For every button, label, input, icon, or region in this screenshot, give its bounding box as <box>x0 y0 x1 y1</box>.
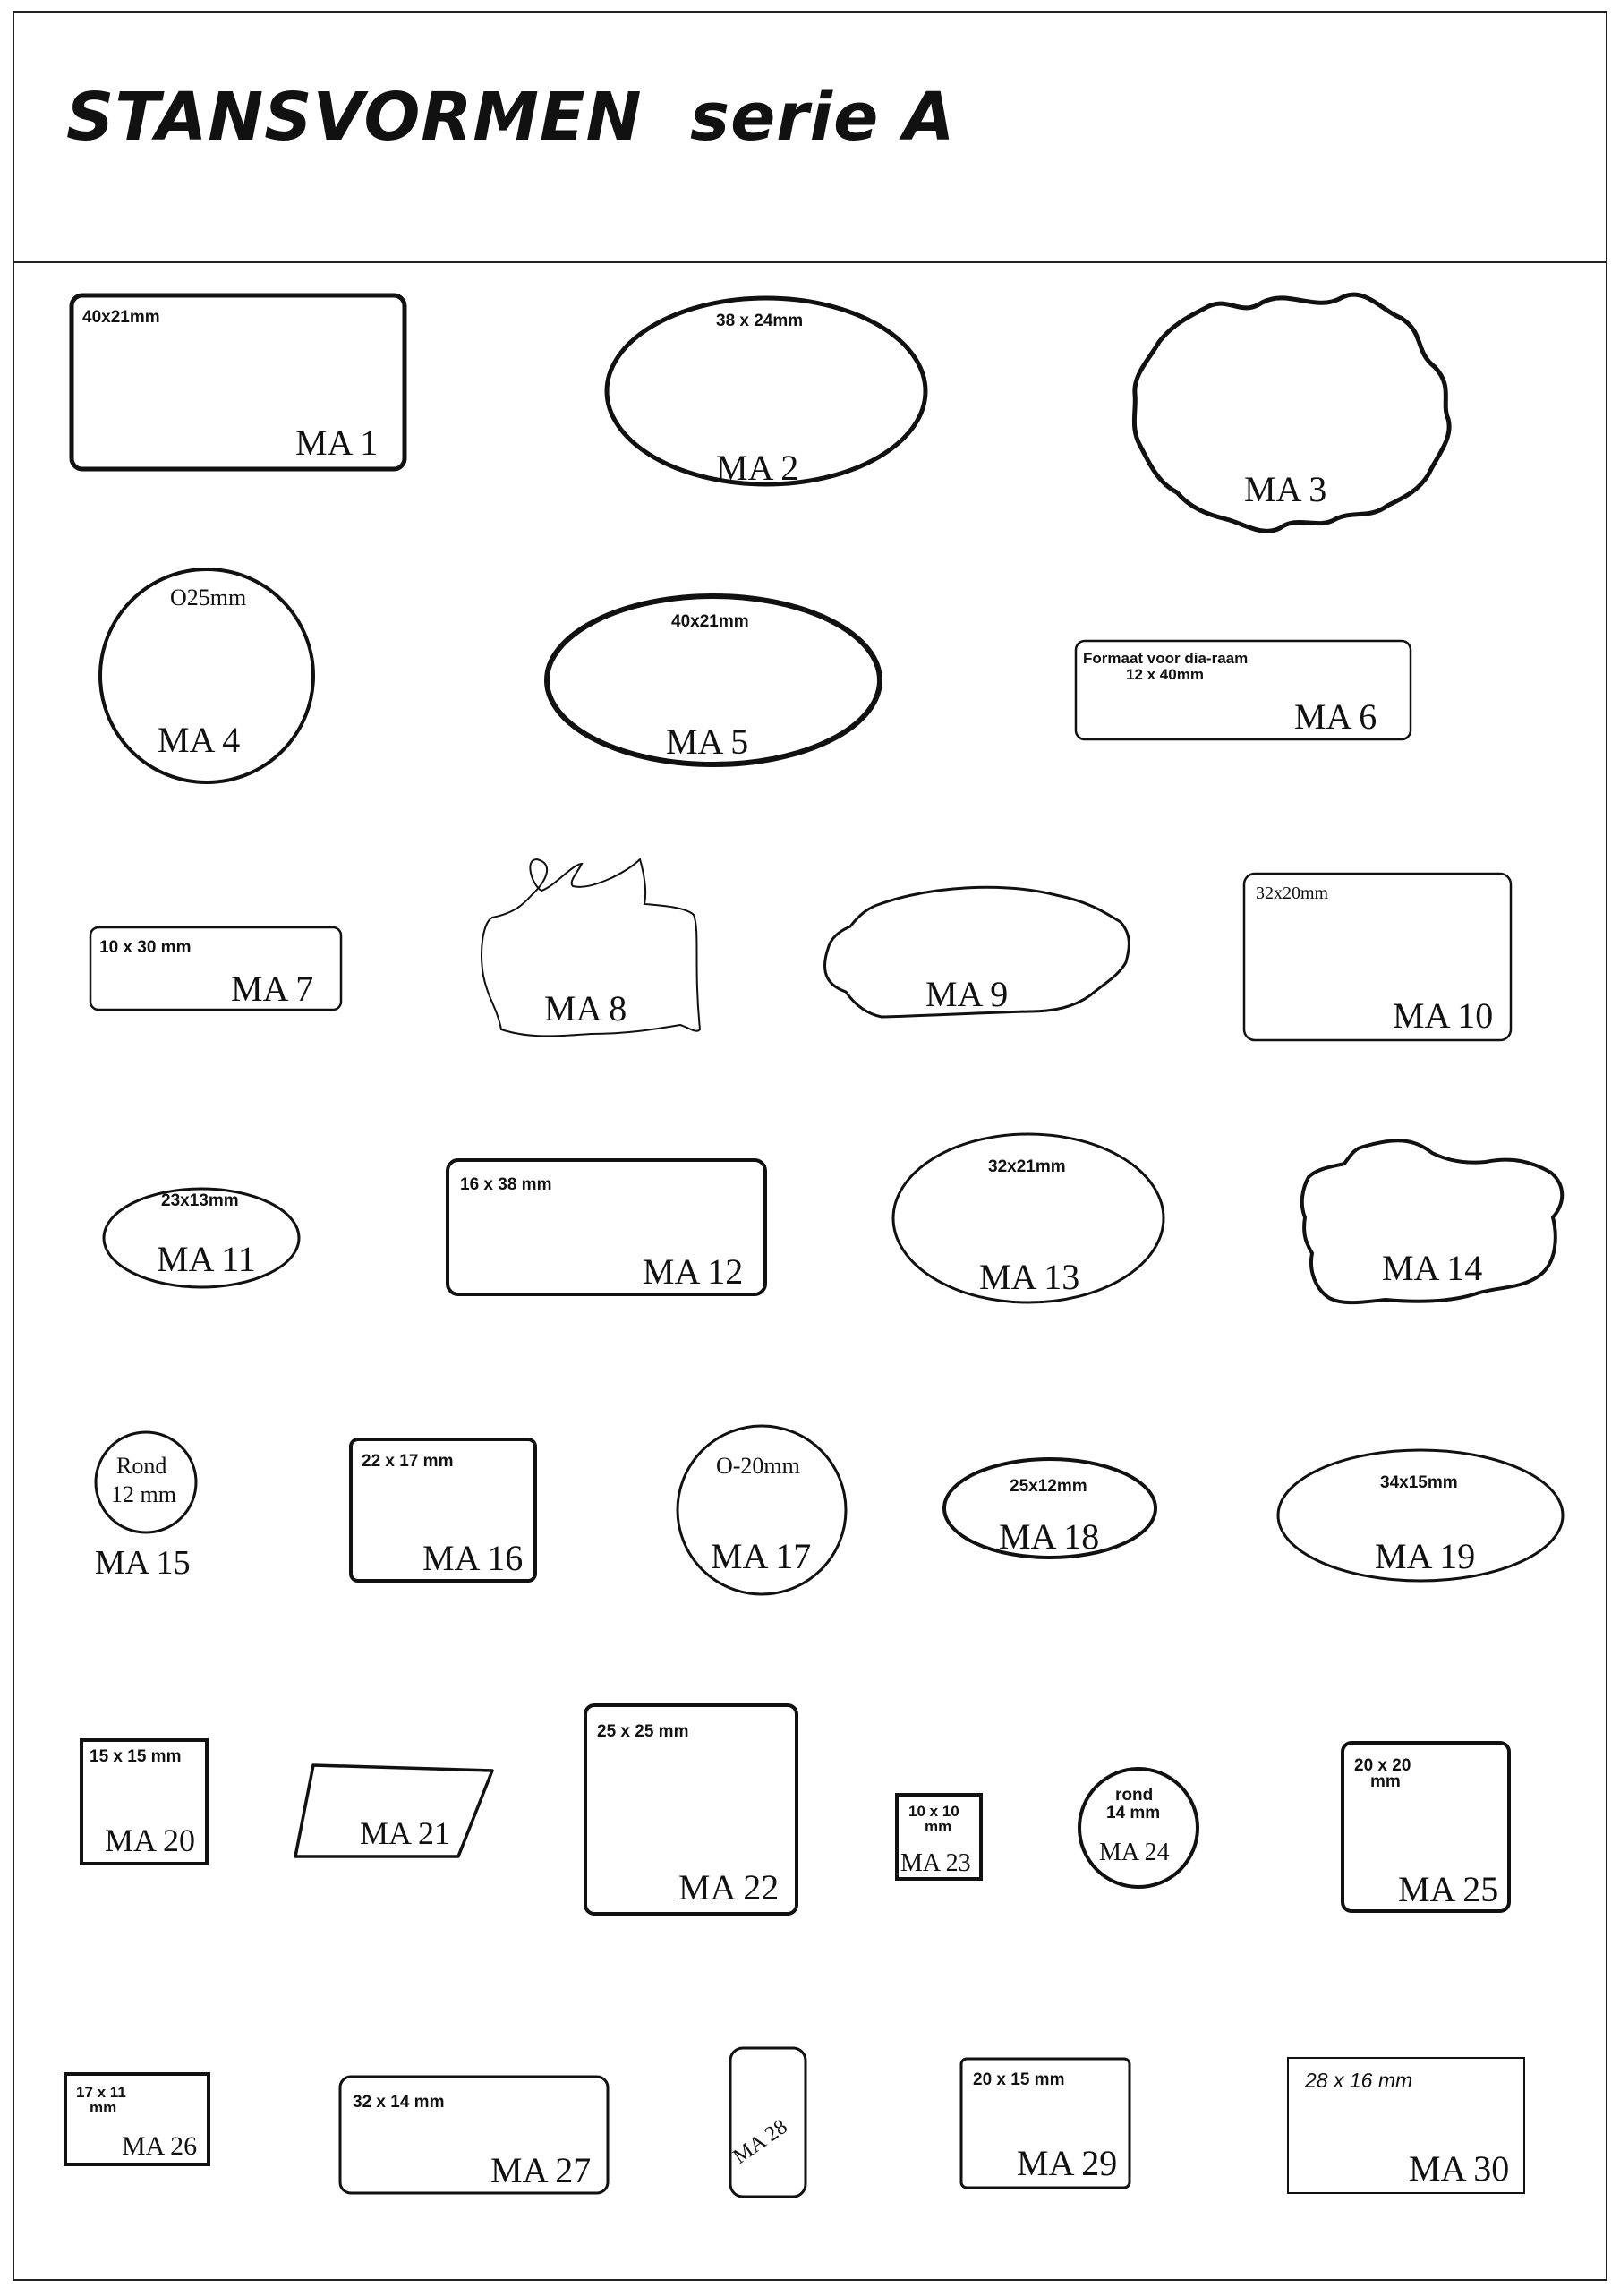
ma30-size: 28 x 16 mm <box>1305 2069 1413 2092</box>
shape-ma16 <box>351 1439 535 1581</box>
ma19-size: 34x15mm <box>1380 1473 1458 1492</box>
shape-ma28 <box>729 2048 806 2197</box>
shape-ma13 <box>893 1134 1164 1302</box>
shape-ma11 <box>104 1189 299 1287</box>
ma25-code: MA 25 <box>1398 1869 1499 1909</box>
shape-ma5 <box>547 596 880 764</box>
ma26-size-line2: mm <box>90 2099 117 2116</box>
ma1-code: MA 1 <box>295 422 379 463</box>
ma4-code: MA 4 <box>158 720 241 760</box>
shape-ma9 <box>825 887 1130 1017</box>
shape-ma25 <box>1343 1743 1509 1911</box>
ma6-note: Formaat voor dia-raam <box>1083 650 1249 667</box>
ma17-code: MA 17 <box>711 1536 812 1576</box>
shape-ma4 <box>100 569 313 782</box>
shape-ma7 <box>90 927 341 1010</box>
shape-ma1 <box>72 295 405 469</box>
shape-ma17 <box>678 1426 846 1594</box>
ma5-size: 40x21mm <box>671 612 749 631</box>
ma20-code: MA 20 <box>105 1822 196 1858</box>
ma18-size: 25x12mm <box>1010 1477 1087 1496</box>
page-title: STANSVORMEN serie A <box>66 79 956 156</box>
shape-ma19 <box>1278 1450 1563 1581</box>
ma10-code: MA 10 <box>1393 995 1494 1036</box>
shape-ma15 <box>95 1432 196 1582</box>
shape-ma30 <box>1288 2058 1524 2193</box>
ma23-code: MA 23 <box>900 1849 971 1877</box>
shape-ma18 <box>944 1459 1155 1558</box>
ma18-code: MA 18 <box>999 1516 1100 1557</box>
ma9-code: MA 9 <box>925 974 1009 1014</box>
ma2-size: 38 x 24mm <box>716 312 804 330</box>
ma6-code: MA 6 <box>1294 696 1377 737</box>
ma15-size-line2: 12 mm <box>111 1481 176 1507</box>
ma2-code: MA 2 <box>716 448 799 488</box>
ma28-code: MA 28 <box>729 2114 792 2169</box>
ma7-code: MA 7 <box>231 969 314 1009</box>
ma10-size: 32x20mm <box>1256 883 1329 903</box>
ma27-size: 32 x 14 mm <box>353 2093 445 2112</box>
shape-ma12 <box>448 1160 765 1294</box>
ma15-code: MA 15 <box>95 1544 191 1582</box>
ma8-code: MA 8 <box>544 988 627 1029</box>
shape-ma24 <box>1079 1769 1198 1887</box>
shape-ma20 <box>81 1740 207 1864</box>
ma24-size-line2: 14 mm <box>1106 1804 1161 1822</box>
shape-ma26 <box>65 2074 209 2164</box>
ma19-code: MA 19 <box>1375 1536 1476 1576</box>
ma17-size: O-20mm <box>716 1453 800 1479</box>
ma16-size: 22 x 17 mm <box>362 1452 454 1471</box>
ma6-size: 12 x 40mm <box>1126 666 1204 683</box>
ma12-size: 16 x 38 mm <box>460 1175 552 1194</box>
ma24-code: MA 24 <box>1099 1839 1170 1866</box>
ma22-size: 25 x 25 mm <box>597 1722 689 1741</box>
ma23-size-line2: mm <box>925 1818 952 1835</box>
ma12-code: MA 12 <box>643 1251 744 1292</box>
ma7-size: 10 x 30 mm <box>99 938 192 957</box>
ma1-size: 40x21mm <box>82 308 160 327</box>
ma14-code: MA 14 <box>1382 1248 1483 1288</box>
shape-ma29 <box>961 2059 1130 2188</box>
ma26-size-line1: 17 x 11 <box>76 2084 126 2101</box>
shape-ma14 <box>1302 1140 1562 1302</box>
shape-ma2 <box>607 298 925 488</box>
ma27-code: MA 27 <box>490 2150 592 2190</box>
ma11-size: 23x13mm <box>161 1191 239 1210</box>
shape-ma27 <box>340 2077 608 2193</box>
shape-ma22 <box>585 1705 797 1914</box>
ma30-code: MA 30 <box>1409 2148 1510 2189</box>
ma5-code: MA 5 <box>666 721 749 762</box>
ma22-code: MA 22 <box>678 1867 780 1908</box>
shape-ma23 <box>897 1795 981 1879</box>
shape-ma6 <box>1076 641 1411 739</box>
ma25-size-line2: mm <box>1370 1772 1401 1791</box>
ma3-code: MA 3 <box>1244 469 1327 509</box>
ma29-code: MA 29 <box>1017 2143 1118 2183</box>
ma11-code: MA 11 <box>157 1239 256 1279</box>
ma26-code: MA 26 <box>122 2131 198 2161</box>
ma13-code: MA 13 <box>979 1257 1080 1297</box>
ma24-size-line1: rond <box>1115 1786 1154 1805</box>
ma15-size-line1: Rond <box>116 1453 167 1479</box>
shape-ma21 <box>295 1765 492 1856</box>
ma21-code: MA 21 <box>360 1815 451 1851</box>
ma4-size: O25mm <box>170 585 247 610</box>
ma20-size: 15 x 15 mm <box>90 1747 182 1766</box>
shape-ma3 <box>1134 294 1449 531</box>
ma23-size-line1: 10 x 10 <box>908 1803 959 1820</box>
ma16-code: MA 16 <box>422 1538 524 1578</box>
shape-ma8 <box>482 859 700 1036</box>
ma29-size: 20 x 15 mm <box>973 2070 1065 2089</box>
shape-ma10 <box>1244 874 1511 1040</box>
ma25-size-line1: 20 x 20 <box>1354 1756 1411 1775</box>
ma13-size: 32x21mm <box>988 1157 1066 1176</box>
